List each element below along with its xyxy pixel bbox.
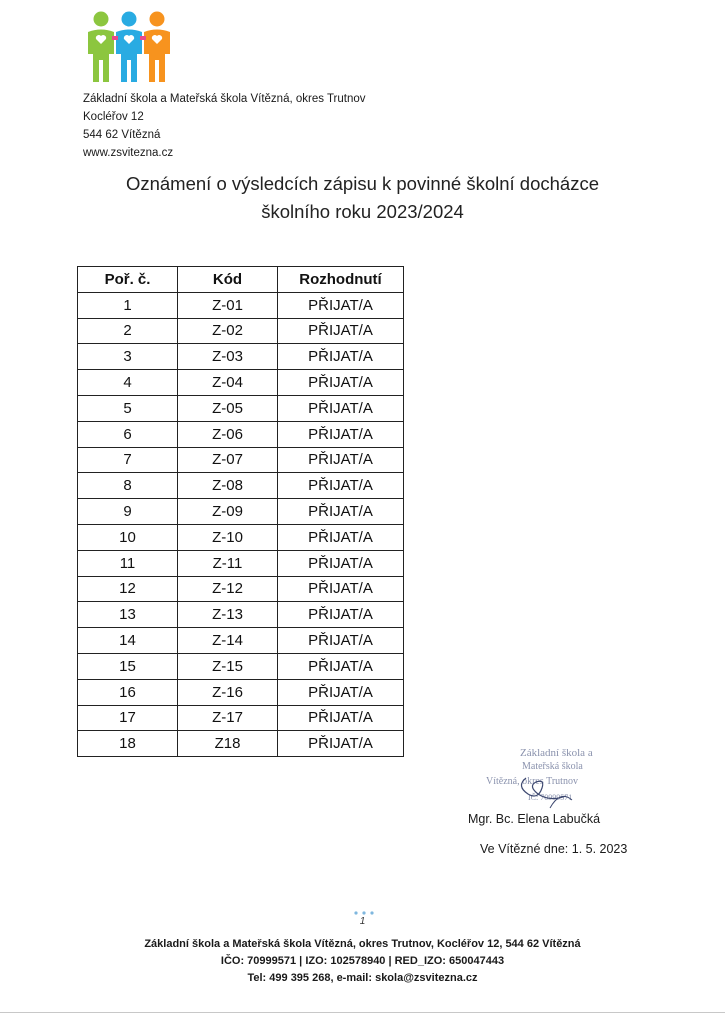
cell-code: Z-09 bbox=[178, 499, 278, 525]
table-row bbox=[78, 499, 404, 525]
school-children-logo-icon bbox=[84, 10, 184, 84]
cell-order: 4 bbox=[78, 370, 178, 396]
title-line-2: školního roku 2023/2024 bbox=[261, 201, 464, 222]
cell-order: 16 bbox=[78, 679, 178, 705]
cell-order: 10 bbox=[78, 524, 178, 550]
blue-figure bbox=[116, 12, 142, 83]
stamp-line-2: Mateřská škola bbox=[522, 761, 583, 772]
results-table bbox=[77, 266, 404, 757]
cell-order: 15 bbox=[78, 653, 178, 679]
table-row bbox=[78, 395, 404, 421]
cell-order: 7 bbox=[78, 447, 178, 473]
header-decision: Rozhodnutí bbox=[278, 267, 404, 293]
cell-order: 11 bbox=[78, 550, 178, 576]
stamp-line-3: Vítězná, okres Trutnov bbox=[486, 776, 578, 787]
cell-code: Z18 bbox=[178, 731, 278, 757]
cell-code: Z-02 bbox=[178, 318, 278, 344]
cell-decision: PŘIJAT/A bbox=[278, 524, 404, 550]
stamp-line-4: IČ: 70999571 bbox=[528, 793, 573, 802]
cell-decision: PŘIJAT/A bbox=[278, 653, 404, 679]
cell-order: 8 bbox=[78, 473, 178, 499]
school-street: Kocléřov 12 bbox=[83, 111, 144, 123]
cell-code: Z-01 bbox=[178, 292, 278, 318]
cell-order: 1 bbox=[78, 292, 178, 318]
cell-order: 2 bbox=[78, 318, 178, 344]
cell-decision: PŘIJAT/A bbox=[278, 421, 404, 447]
cell-code: Z-13 bbox=[178, 602, 278, 628]
cell-code: Z-14 bbox=[178, 628, 278, 654]
cell-code: Z-16 bbox=[178, 679, 278, 705]
school-stamp bbox=[480, 738, 640, 818]
bottom-divider bbox=[0, 1012, 725, 1013]
cell-order: 13 bbox=[78, 602, 178, 628]
school-city: 544 62 Vítězná bbox=[83, 129, 161, 141]
cell-order: 3 bbox=[78, 344, 178, 370]
table-row bbox=[78, 550, 404, 576]
table-row bbox=[78, 318, 404, 344]
cell-decision: PŘIJAT/A bbox=[278, 318, 404, 344]
table-row bbox=[78, 602, 404, 628]
stamp-line-1: Základní škola a bbox=[520, 747, 593, 759]
cell-order: 18 bbox=[78, 731, 178, 757]
cell-decision: PŘIJAT/A bbox=[278, 344, 404, 370]
footer-line-3: Tel: 499 395 268, e-mail: skola@zsvitezna.cz bbox=[247, 972, 478, 984]
cell-code: Z-11 bbox=[178, 550, 278, 576]
table-row bbox=[78, 344, 404, 370]
cell-decision: PŘIJAT/A bbox=[278, 731, 404, 757]
cell-code: Z-05 bbox=[178, 395, 278, 421]
cell-decision: PŘIJAT/A bbox=[278, 705, 404, 731]
table-row bbox=[78, 473, 404, 499]
table-row bbox=[78, 628, 404, 654]
signatory-name: Mgr. Bc. Elena Labučká bbox=[468, 812, 601, 826]
cell-code: Z-12 bbox=[178, 576, 278, 602]
cell-order: 9 bbox=[78, 499, 178, 525]
cell-decision: PŘIJAT/A bbox=[278, 447, 404, 473]
school-address bbox=[83, 90, 366, 162]
cell-decision: PŘIJAT/A bbox=[278, 602, 404, 628]
table-row bbox=[78, 447, 404, 473]
cell-code: Z-15 bbox=[178, 653, 278, 679]
table-row bbox=[78, 705, 404, 731]
page-footer bbox=[0, 936, 725, 987]
green-figure bbox=[88, 12, 114, 83]
cell-decision: PŘIJAT/A bbox=[278, 576, 404, 602]
header-order: Poř. č. bbox=[78, 267, 178, 293]
cell-code: Z-04 bbox=[178, 370, 278, 396]
table-row bbox=[78, 653, 404, 679]
cell-decision: PŘIJAT/A bbox=[278, 550, 404, 576]
school-web-link[interactable]: www.zsvitezna.cz bbox=[83, 147, 174, 159]
cell-order: 17 bbox=[78, 705, 178, 731]
cell-code: Z-17 bbox=[178, 705, 278, 731]
cell-decision: PŘIJAT/A bbox=[278, 628, 404, 654]
table-row bbox=[78, 421, 404, 447]
header-code: Kód bbox=[178, 267, 278, 293]
footer-line-1: Základní škola a Mateřská škola Vítězná, okres Trutnov, Kocléřov 12, 544 62 Vítězná bbox=[144, 938, 581, 950]
school-name: Základní škola a Mateřská škola Vítězná, okres Trutnov bbox=[83, 93, 366, 105]
table-row bbox=[78, 370, 404, 396]
cell-decision: PŘIJAT/A bbox=[278, 370, 404, 396]
table-row bbox=[78, 292, 404, 318]
table-row bbox=[78, 679, 404, 705]
orange-figure bbox=[144, 12, 170, 83]
table-row bbox=[78, 524, 404, 550]
cell-code: Z-08 bbox=[178, 473, 278, 499]
cell-decision: PŘIJAT/A bbox=[278, 292, 404, 318]
page-number: 1 bbox=[359, 916, 366, 927]
page-title bbox=[0, 170, 725, 226]
cell-decision: PŘIJAT/A bbox=[278, 395, 404, 421]
table-body bbox=[78, 292, 404, 756]
cell-decision: PŘIJAT/A bbox=[278, 679, 404, 705]
cell-decision: PŘIJAT/A bbox=[278, 473, 404, 499]
cell-order: 5 bbox=[78, 395, 178, 421]
table-header-row bbox=[78, 267, 404, 293]
table-row bbox=[78, 576, 404, 602]
cell-code: Z-10 bbox=[178, 524, 278, 550]
title-line-1: Oznámení o výsledcích zápisu k povinné školní docházce bbox=[125, 173, 600, 194]
cell-code: Z-03 bbox=[178, 344, 278, 370]
cell-code: Z-06 bbox=[178, 421, 278, 447]
cell-order: 14 bbox=[78, 628, 178, 654]
date-line: Ve Vítězné dne: 1. 5. 2023 bbox=[480, 842, 628, 856]
table-row bbox=[78, 731, 404, 757]
cell-order: 6 bbox=[78, 421, 178, 447]
footer-line-2: IČO: 70999571 | IZO: 102578940 | RED_IZO: 650047443 bbox=[220, 955, 505, 967]
cell-order: 12 bbox=[78, 576, 178, 602]
cell-decision: PŘIJAT/A bbox=[278, 499, 404, 525]
cell-code: Z-07 bbox=[178, 447, 278, 473]
